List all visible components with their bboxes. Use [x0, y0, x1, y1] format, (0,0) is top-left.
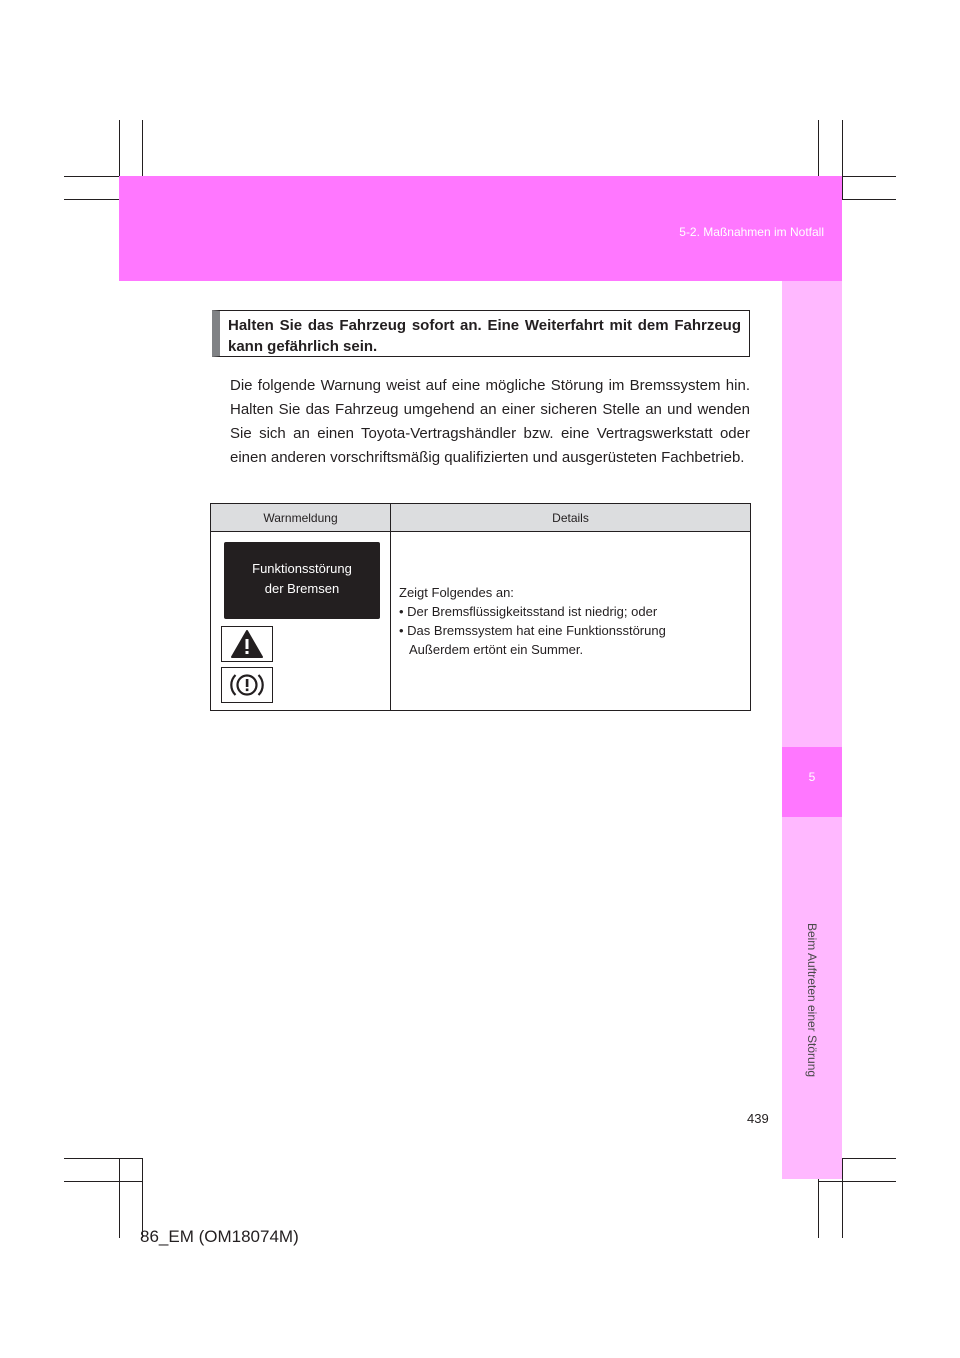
page-number: 439 — [747, 1111, 769, 1126]
warning-heading-box — [212, 310, 750, 357]
column-header-message: Warnmeldung — [211, 504, 391, 532]
display-line-2: der Bremsen — [264, 581, 340, 596]
display-line-1: Funktionsstörung — [252, 561, 352, 576]
multi-info-display — [224, 542, 380, 619]
message-cell — [211, 532, 391, 711]
details-intro: Zeigt Folgendes an: — [399, 585, 514, 600]
details-item: • Der Bremsflüssigkeitsstand ist niedrig; oder — [399, 604, 658, 619]
crop-mark — [64, 1158, 142, 1159]
body-paragraph: Die folgende Warnung weist auf eine mögliche Störung im Bremssystem hin. Halten Sie das Fahrzeug umgehend an einer sicheren Stelle an und wenden Sie sich an einen Toyota-Vertragshändler bzw. eine Vertragswerkstatt oder einen anderen vorschriftsmäßig qualifizierten und ausgerüsteten Fachbetrieb. — [230, 377, 750, 466]
chapter-title: Beim Auftreten einer Störung — [805, 922, 819, 1078]
column-header-details: Details — [391, 504, 751, 532]
details-cell — [391, 532, 751, 711]
document-code: 86_EM (OM18074M) — [140, 1227, 299, 1246]
warning-triangle-icon — [221, 626, 273, 662]
section-title: 5-2. Maßnahmen im Notfall — [679, 225, 824, 239]
brake-warning-icon — [221, 667, 273, 703]
crop-mark — [842, 120, 843, 200]
crop-mark — [64, 1181, 142, 1182]
details-note: Außerdem ertönt ein Summer. — [409, 642, 584, 657]
crop-mark — [142, 1158, 143, 1238]
crop-mark — [119, 1158, 120, 1238]
crop-mark — [842, 1158, 843, 1238]
details-item: • Das Bremssystem hat eine Funktionsstörung — [399, 623, 666, 638]
warning-message-table — [210, 503, 751, 711]
crop-mark — [818, 1181, 896, 1182]
table-row — [211, 532, 751, 711]
warning-heading: Halten Sie das Fahrzeug sofort an. Eine Weiterfahrt mit dem Fahrzeug kann gefährlich sein. — [228, 317, 741, 355]
chapter-number: 5 — [808, 770, 816, 784]
table-header-row — [211, 504, 751, 532]
